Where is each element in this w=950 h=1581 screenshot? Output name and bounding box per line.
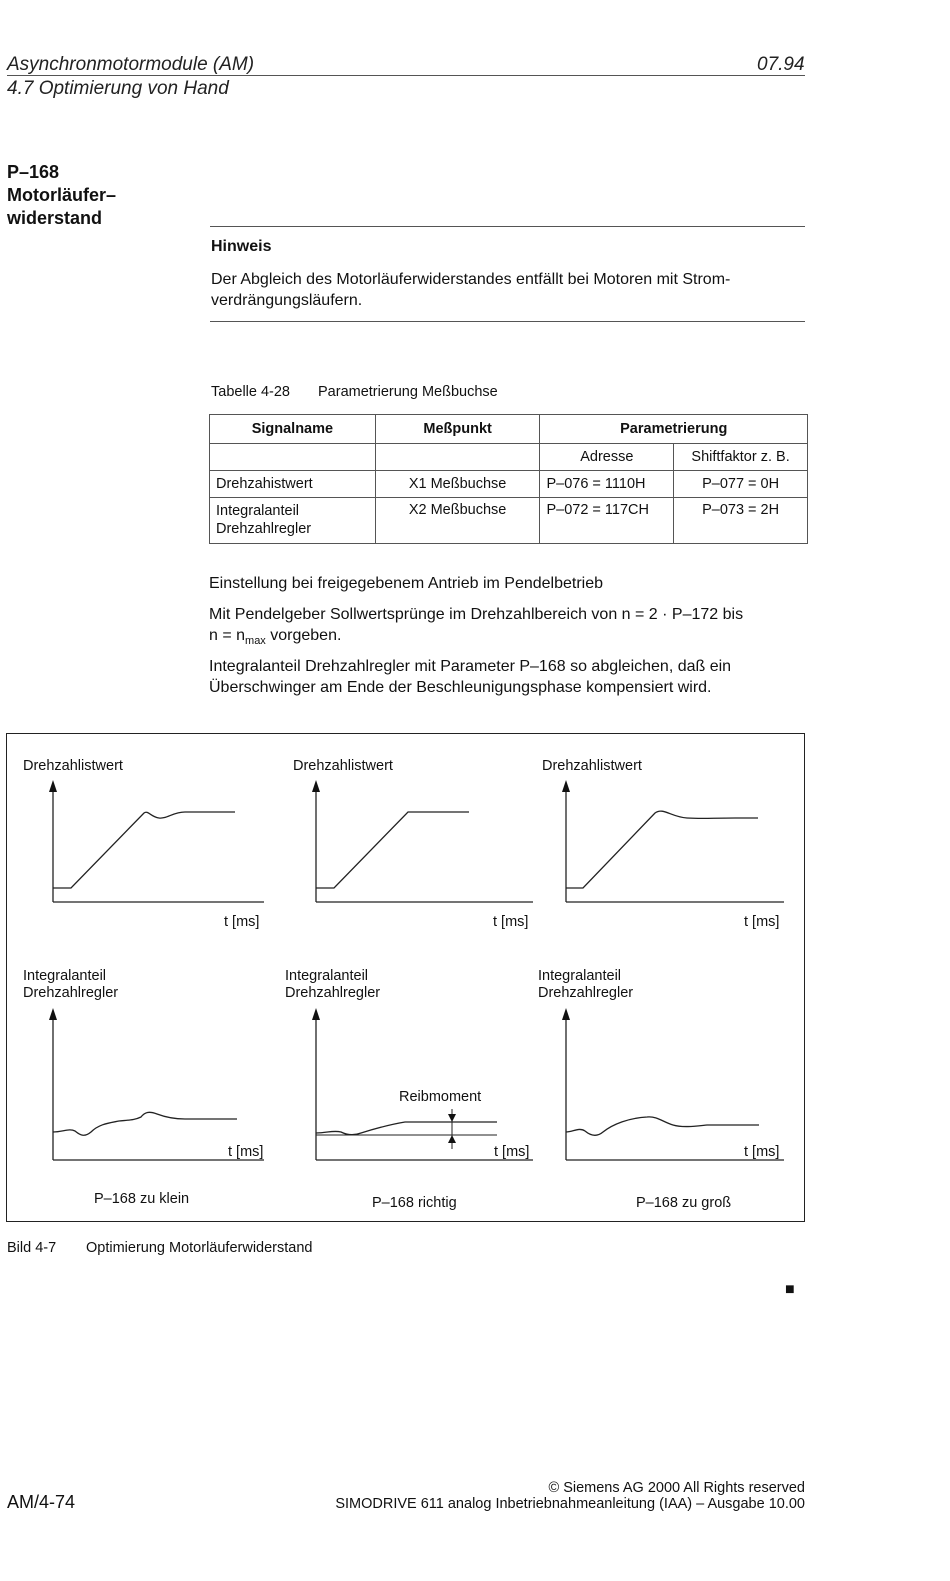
th-empty-2 [375, 444, 540, 471]
footer-page-number: AM/4-74 [7, 1492, 76, 1512]
cell-shift: P–073 = 2H [674, 498, 808, 544]
p2-sub-max: max [245, 635, 266, 648]
time-label: t [ms] [224, 914, 260, 930]
note-line2: verdrängungsläufern. [211, 292, 363, 309]
note-rule-bottom [210, 321, 805, 322]
p2-vorgeben: vorgeben. [265, 627, 342, 644]
time-label: t [ms] [744, 914, 780, 930]
arrow-up-icon [49, 780, 57, 792]
label-top-3: Drehzahlistwert [542, 758, 642, 774]
side-title-line1: P–168 [7, 162, 60, 182]
th-parametrierung: Parametrierung [540, 415, 808, 444]
label-bottom-1-line1: Integralanteil [23, 968, 107, 984]
table-caption-text: Parametrierung Meßbuchse [318, 384, 498, 400]
footer-manual: SIMODRIVE 611 analog Inbetriebnahmeanleitung (IAA) – Ausgabe 10.00 [335, 1496, 805, 1512]
th-signalname: Signalname [210, 415, 376, 444]
th-empty-1 [210, 444, 376, 471]
th-messpunkt: Meßpunkt [375, 415, 540, 444]
side-title-line3: widerstand [7, 208, 103, 228]
cell-shift: P–077 = 0H [674, 471, 808, 498]
figure-diagram [7, 734, 804, 1221]
curve-speed-gross [566, 811, 758, 888]
note-title: Hinweis [211, 238, 272, 255]
header-rule [7, 75, 805, 76]
cell-signal: Drehzahistwert [210, 471, 376, 498]
curve-speed-richtig [316, 812, 469, 888]
arrow-up-icon [312, 1008, 320, 1020]
cell-messpunkt: X2 Meßbuchse [375, 498, 540, 544]
label-top-2: Drehzahlistwert [293, 758, 393, 774]
label-bottom-2-line1: Integralanteil [285, 968, 369, 984]
cell-messpunkt: X1 Meßbuchse [375, 471, 540, 498]
label-bottom-3-line2: Drehzahlregler [538, 985, 634, 1001]
time-label: t [ms] [494, 1144, 530, 1160]
paragraph-2-line1: Mit Pendelgeber Sollwertsprünge im Drehzahlbereich von n = 2 · P–172 bis [209, 606, 744, 623]
table-row [210, 498, 808, 544]
cell-signal-line1: Integralanteil [216, 503, 300, 519]
arrow-up-icon [562, 780, 570, 792]
curve-speed-klein [53, 812, 235, 888]
cell-signal-line2: Drehzahlregler [216, 521, 312, 537]
curve-integral-gross [566, 1117, 759, 1135]
curve-integral-richtig [316, 1122, 497, 1135]
time-label: t [ms] [744, 1144, 780, 1160]
time-label: t [ms] [228, 1144, 264, 1160]
header-section: 4.7 Optimierung von Hand [7, 78, 229, 99]
cell-adresse: P–076 = 1110H [540, 471, 674, 498]
end-mark: ■ [785, 1281, 795, 1298]
label-top-1: Drehzahlistwert [23, 758, 123, 774]
arrow-up-icon [49, 1008, 57, 1020]
paragraph-1: Einstellung bei freigegebenem Antrieb im Pendelbetrieb [209, 575, 604, 592]
figure-caption-number: Bild 4-7 [7, 1240, 57, 1256]
header-date: 07.94 [757, 54, 805, 75]
arrow-up-icon [312, 780, 320, 792]
cell-adresse: P–072 = 117CH [540, 498, 674, 544]
arrow-up-icon [448, 1135, 456, 1143]
paragraph-2-line2 [209, 625, 743, 652]
p2-n-eq: n = n [209, 627, 246, 644]
note-line1: Der Abgleich des Motorläuferwiderstandes entfällt bei Motoren mit Strom- [211, 271, 731, 288]
paragraph-3 [209, 656, 731, 698]
parameter-table [209, 414, 808, 544]
table-caption-number: Tabelle 4-28 [211, 384, 290, 400]
time-label: t [ms] [493, 914, 529, 930]
label-bottom-3-line1: Integralanteil [538, 968, 622, 984]
label-bottom-2-line2: Drehzahlregler [285, 985, 381, 1001]
side-title-line2: Motorläufer– [7, 185, 117, 205]
paragraph-3-line1: Integralanteil Drehzahlregler mit Parameter P–168 so abgleichen, daß ein [209, 658, 732, 675]
side-title [7, 161, 116, 230]
header-chapter: Asynchronmotormodule (AM) [7, 54, 255, 75]
figure-box [6, 733, 805, 1222]
paragraph-2 [209, 604, 743, 652]
note-text [211, 269, 730, 311]
paragraph-3-line2: Überschwinger am Ende der Beschleunigungsphase kompensiert wird. [209, 679, 712, 696]
table-row [210, 471, 808, 498]
cell-signal [210, 498, 376, 544]
case-gross-label: P–168 zu groß [636, 1195, 732, 1211]
arrow-up-icon [562, 1008, 570, 1020]
label-bottom-1-line2: Drehzahlregler [23, 985, 119, 1001]
arrow-down-icon [448, 1114, 456, 1122]
th-shiftfaktor: Shiftfaktor z. B. [674, 444, 808, 471]
case-klein-label: P–168 zu klein [94, 1191, 190, 1207]
footer-copyright: © Siemens AG 2000 All Rights reserved [548, 1480, 805, 1496]
figure-caption-text: Optimierung Motorläuferwiderstand [86, 1240, 313, 1256]
case-richtig-label: P–168 richtig [372, 1195, 457, 1211]
th-adresse: Adresse [540, 444, 674, 471]
curve-integral-klein [53, 1112, 237, 1135]
note-rule-top [210, 226, 805, 227]
reibmoment-label: Reibmoment [399, 1089, 482, 1105]
